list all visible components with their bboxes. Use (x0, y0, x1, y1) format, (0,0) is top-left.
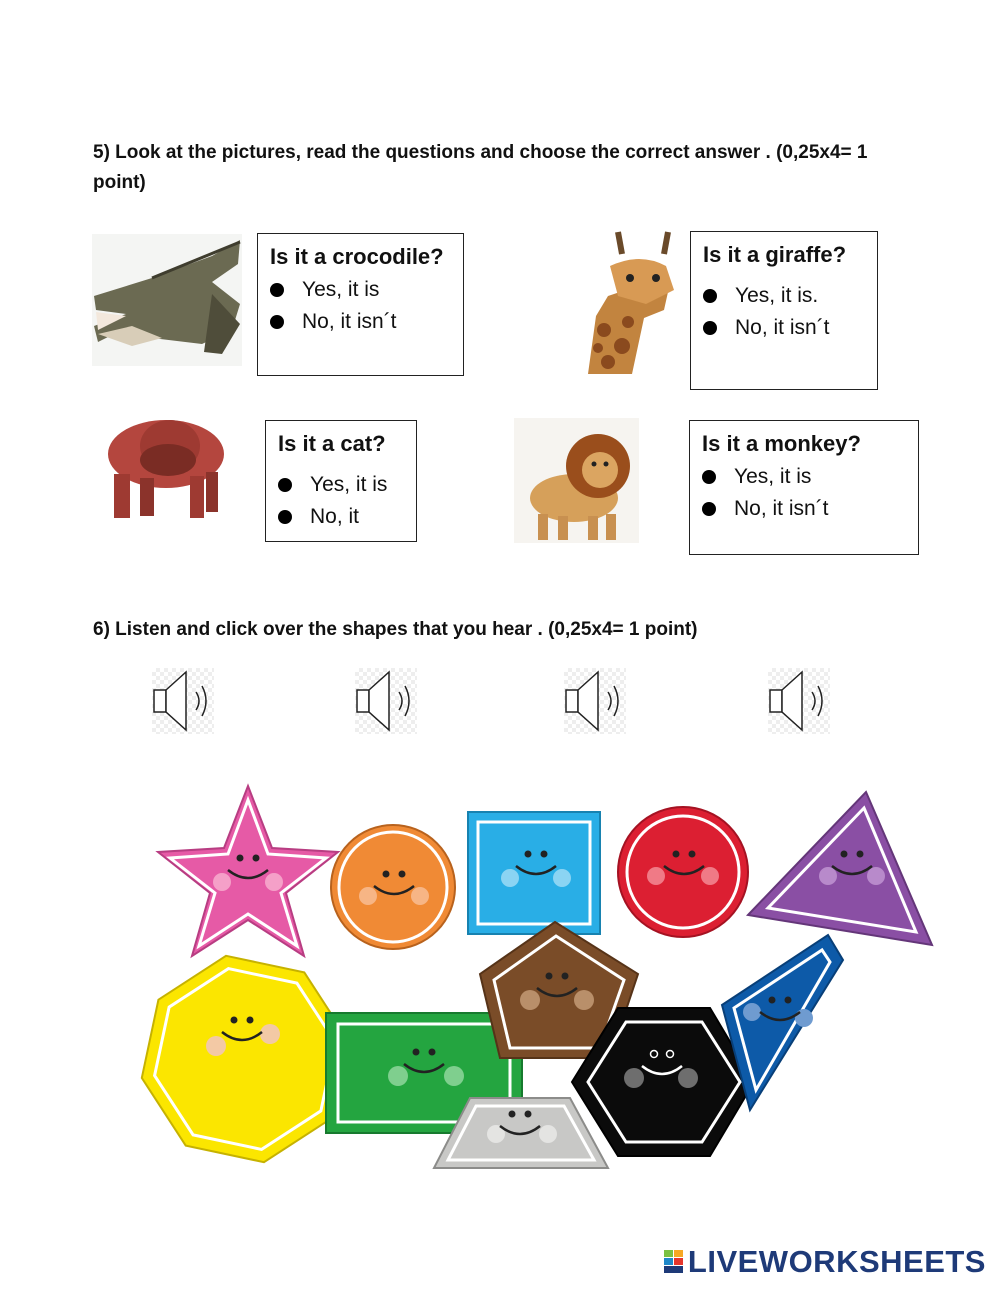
liveworksheets-logo (664, 1244, 986, 1280)
option-label: Yes, it is. (735, 284, 819, 307)
option-label: No, it isn´t (735, 316, 830, 339)
star-shape[interactable] (158, 786, 338, 956)
option-label: No, it (310, 505, 360, 528)
question-giraffe: Is it a giraffe? (703, 242, 847, 267)
oval-shape[interactable] (331, 825, 455, 949)
option-label: No, it isn´t (734, 497, 829, 520)
section6-heading: 6) Listen and click over the shapes that you hear . (0,25x4= 1 point) (93, 619, 698, 640)
section5-heading-line2: point) (93, 172, 146, 193)
option-label: Yes, it is (302, 278, 380, 301)
question-hippo: Is it a cat? (278, 431, 386, 456)
option-label: Yes, it is (734, 465, 812, 488)
logo-icon (664, 1250, 684, 1274)
option-label: No, it isn´t (302, 310, 397, 333)
option-label: Yes, it is (310, 473, 388, 496)
question-lion: Is it a monkey? (702, 431, 861, 456)
triangle-shape[interactable] (748, 792, 932, 945)
question-crocodile: Is it a crocodile? (270, 244, 444, 269)
circle-shape[interactable] (618, 807, 748, 937)
square-shape[interactable] (468, 812, 600, 934)
logo-text: LIVEWORKSHEETS (687, 1244, 986, 1279)
section5-heading-line1: 5) Look at the pictures, read the questions and choose the correct answer . (0,25x4= 1 (93, 142, 868, 163)
